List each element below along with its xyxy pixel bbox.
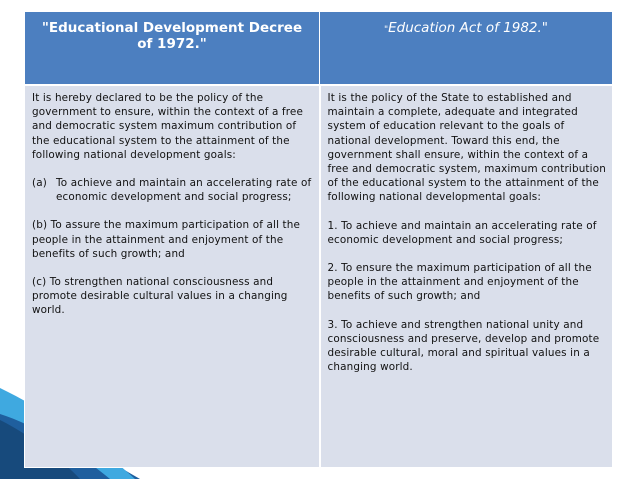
act-item-1: 1. To achieve and maintain an accelerating rate of economic development and social progress; — [327, 219, 597, 246]
decree-item-a-marker: (a) — [32, 177, 47, 190]
act-item-3: 3. To achieve and strengthen national unity and consciousness and preserve, develop and promote desirable cultural, moral and spiritual values in a changing world. — [327, 318, 600, 374]
table-body-row — [25, 85, 613, 468]
header-education-act-1982 — [320, 12, 613, 86]
act-1982-cell — [320, 85, 613, 468]
decree-item-c: (c) To strengthen national consciousness and promote desirable cultural values in a changing world. — [32, 276, 288, 317]
decree-item-a — [32, 176, 314, 204]
decree-1972-cell — [25, 85, 320, 468]
act-intro: It is the policy of the State to established and maintain a complete, adequate and integrated system of education relevant to the goals of national development. Toward this end, the government shall ensure, within the context of a free and democratic system, maximum contribution of the educational system to the attainment of the following national developmental goals: — [327, 92, 606, 204]
decree-intro: It is hereby declared to be the policy of the government to ensure, within the context of a free and democratic system maximum contribution of the educational system to the attainment of the following national development goals: — [32, 92, 304, 161]
table-header-row — [25, 12, 613, 86]
act-item-2: 2. To ensure the maximum participation of all the people in the attainment and enjoyment of the benefits of such growth; and — [327, 262, 592, 303]
decree-item-b: (b) To assure the maximum participation of all the people in the attainment and enjoyment of the benefits of such growth; and — [32, 219, 301, 260]
decree-item-a-text: To achieve and maintain an accelerating rate of economic development and social progress; — [56, 177, 312, 204]
header-education-act-1982-text: Education Act of 1982." — [388, 20, 549, 36]
header-decree-1972-text: "Educational Development Decree of 1972." — [41, 20, 303, 52]
header-open-quote: " — [383, 25, 389, 35]
comparison-table — [24, 11, 613, 468]
header-decree-1972 — [25, 12, 320, 86]
